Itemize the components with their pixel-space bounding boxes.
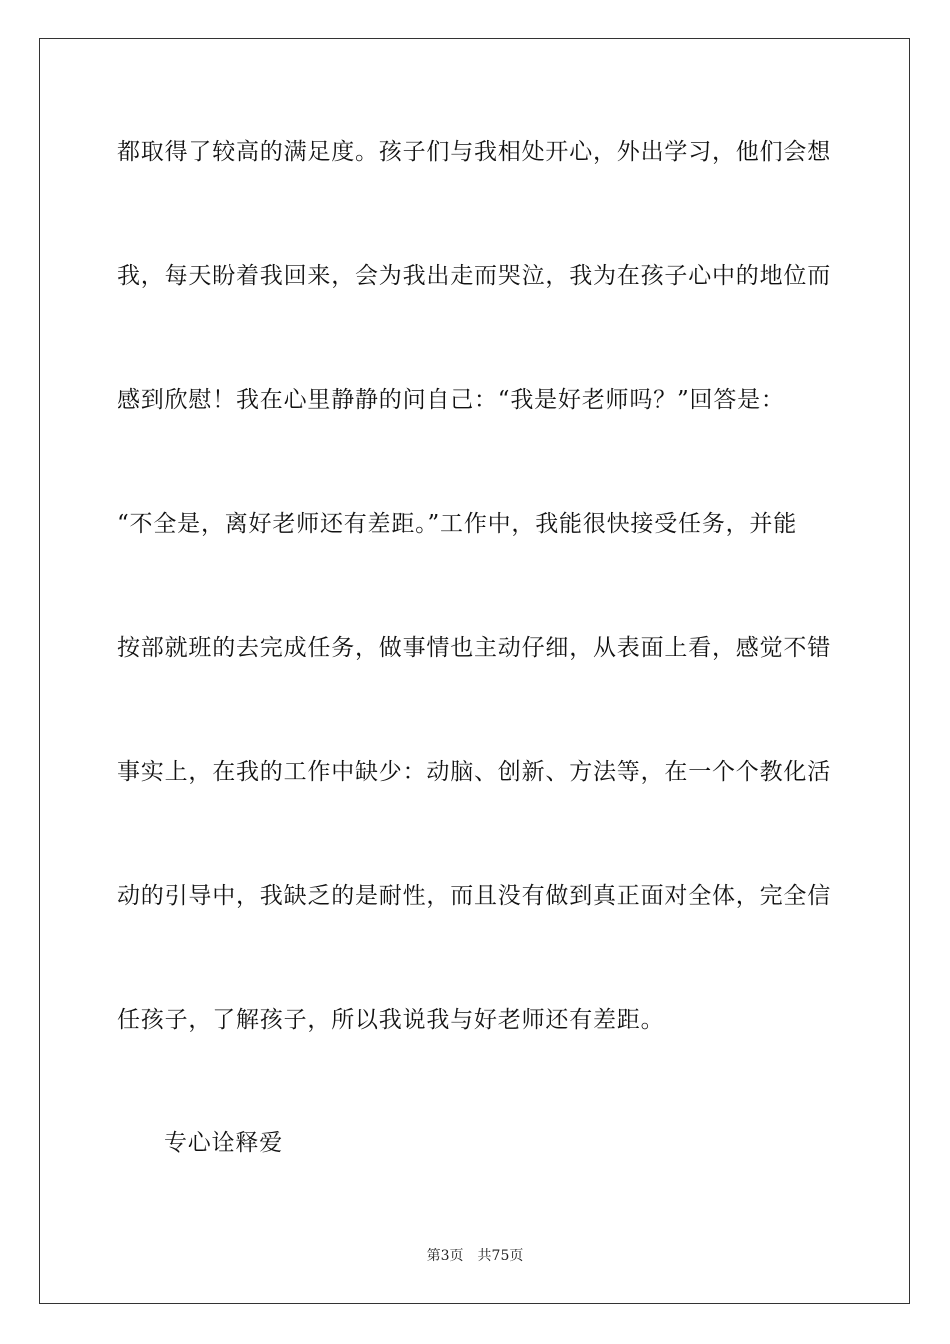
paragraph-line-6: 事实上，在我的工作中缺少：动脑、创新、方法等，在一个个教化活 (117, 759, 831, 785)
page-total: 共75页 (477, 1248, 524, 1264)
paragraph-line-3: 感到欣慰！我在心里静静的问自己：“我是好老师吗？”回答是： (117, 387, 785, 413)
paragraph-line-4: “不全是，离好老师还有差距。”工作中，我能很快接受任务，并能 (117, 511, 798, 537)
paragraph-line-2: 我，每天盼着我回来，会为我出走而哭泣，我为在孩子心中的地位而 (117, 263, 831, 289)
paragraph-line-5: 按部就班的去完成任务，做事情也主动仔细，从表面上看，感觉不错 (117, 635, 831, 661)
section-heading: 专心诠释爱 (164, 1130, 283, 1156)
page-number: 第3页 (426, 1248, 464, 1264)
page-footer (0, 1246, 950, 1266)
page-border (39, 38, 910, 1304)
paragraph-line-7: 动的引导中，我缺乏的是耐性，而且没有做到真正面对全体，完全信 (117, 883, 831, 909)
paragraph-line-1: 都取得了较高的满足度。孩子们与我相处开心，外出学习，他们会想 (117, 139, 831, 165)
paragraph-line-8: 任孩子，了解孩子，所以我说我与好老师还有差距。 (117, 1007, 665, 1033)
